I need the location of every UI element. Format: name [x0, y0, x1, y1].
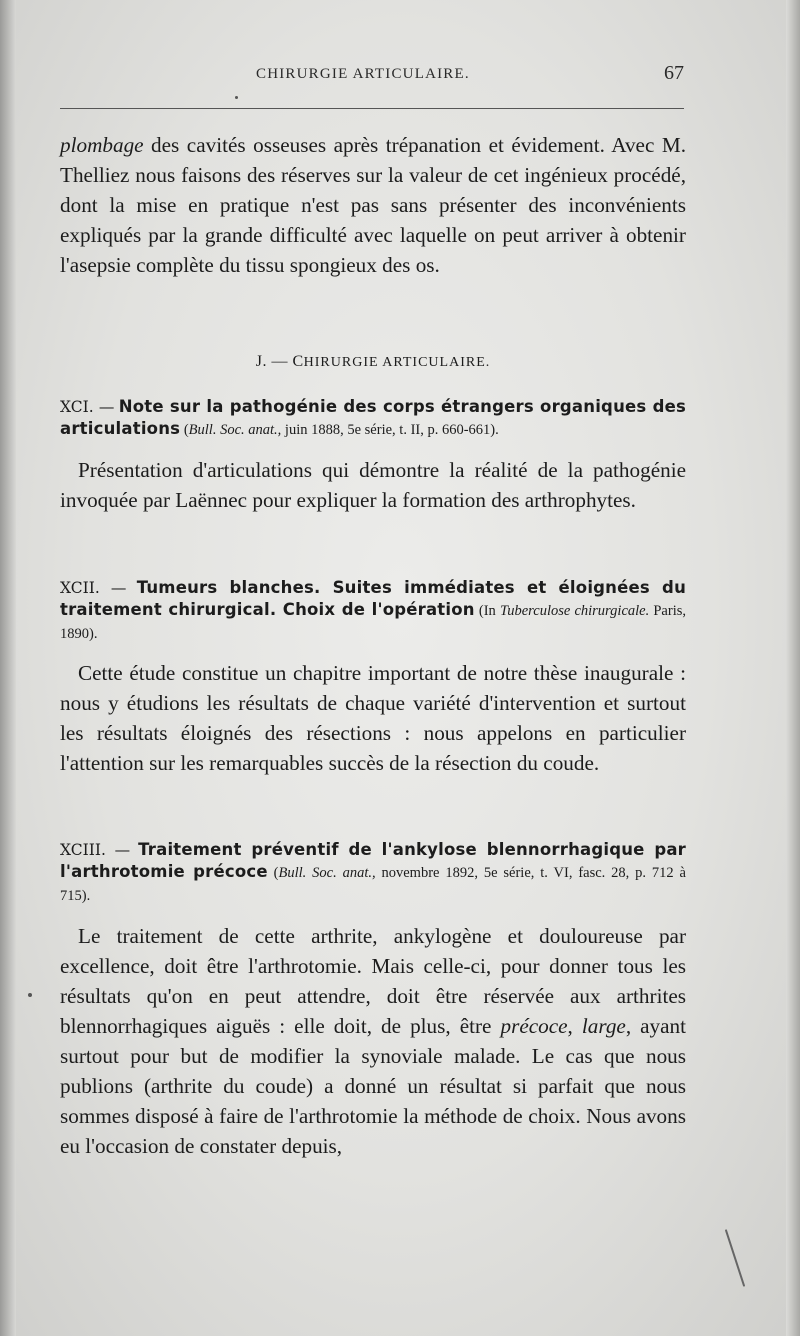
entry-ref-details: novembre 1892, 5e série, t. VI, fasc. 28, p. 712 à 715).	[60, 865, 686, 904]
paragraph-2-text: Présentation d'articulations qui démontre la réalité de la pathogénie invoquée par Laënnec pour expliquer la formation des arthrophytes.	[60, 458, 686, 512]
paragraph-1	[60, 130, 686, 280]
entry-title: Tumeurs blanches. Suites immédiates et éloignées du traitement chirurgical. Choix de l'opération	[60, 578, 687, 619]
entry-ref-details: juin 1888, 5e série, t. II, p. 660-661).	[281, 422, 499, 438]
paragraph-4	[60, 921, 686, 1161]
page-number: 67	[664, 62, 684, 84]
entry-ref-open: (	[180, 422, 189, 438]
section-heading	[60, 353, 686, 371]
paragraph-4-text-a: Le traitement de cette arthrite, ankylogène et douloureuse par excellence, doit être l'arthrotomie. Mais celle-ci, pour donner tous les résultats qu'on en peut attendre, doit être réservée aux arthrites blennorrhagiques aiguës : elle doit, de plus, être	[60, 924, 686, 1038]
entry-ref-journal: Bull. Soc. anat.,	[278, 865, 376, 881]
entry-ref-journal: Bull. Soc. anat.,	[188, 422, 282, 438]
entry-ref-details: Paris, 1890).	[60, 603, 686, 642]
paragraph-4-text-c: , ayant surtout pour but de modifier la synoviale malade. Le cas que nous publions (arthrite du coude) a donné un résultat si parfait que nous sommes disposé à faire de l'arthrotomie la méthode de choix. Nous avons eu l'occasion de constater depuis,	[60, 1014, 687, 1158]
entry-title: Note sur la pathogénie des corps étrangers organiques des articulations	[60, 397, 687, 438]
entry-ref-journal: Tuberculose chirurgicale.	[499, 603, 650, 619]
paragraph-1-italic-term: plombage	[60, 133, 144, 157]
print-speck	[28, 993, 32, 997]
paragraph-3-text: Cette étude constitue un chapitre important de notre thèse inaugurale : nous y étudions les résultats de chaque variété d'intervention et surtout les résultats éloignés des résections : nous appelons en particulier l'attention sur les remarquables succès de la résection du coude.	[60, 661, 686, 775]
entry-number: XCI. —	[60, 398, 115, 416]
section-title-initial: C	[292, 353, 304, 370]
section-title-rest: HIRURGIE ARTICULAIRE.	[303, 355, 491, 370]
paragraph-4-text-b: ,	[567, 1014, 582, 1038]
section-letter: J. —	[255, 353, 288, 370]
paragraph-4-italic-large: large	[581, 1014, 626, 1038]
header-rule	[60, 108, 684, 109]
page-shadow-left	[0, 0, 16, 1336]
entry-ref-open: (	[267, 865, 279, 881]
print-speck	[235, 96, 238, 99]
entry-number: XCIII. —	[60, 841, 131, 859]
page-mark	[725, 1229, 745, 1287]
entry-xcii	[60, 577, 686, 645]
paragraph-2	[60, 455, 686, 515]
running-title: CHIRURGIE ARTICULAIRE.	[256, 66, 470, 82]
entry-title: Traitement préventif de l'ankylose blennorrhagique par l'arthrotomie précoce	[60, 840, 687, 881]
paragraph-4-italic-precoce: précoce	[500, 1014, 568, 1038]
entry-xciii	[60, 839, 686, 907]
paragraph-3	[60, 658, 686, 778]
entry-ref-open: (In	[474, 603, 500, 619]
paragraph-1-text: des cavités osseuses après trépanation et évidement. Avec M. Thelliez nous faisons des réserves sur la valeur de cet ingénieux procédé, dont la mise en pratique n'est pas sans présenter des inconvénients expliqués par la grande difficulté avec laquelle on peut arriver à obtenir l'asepsie complète du tissu spongieux des os.	[60, 133, 686, 277]
entry-number: XCII. —	[60, 579, 127, 597]
running-header	[60, 62, 684, 92]
entry-xci	[60, 396, 686, 441]
page-shadow-right	[786, 0, 800, 1336]
